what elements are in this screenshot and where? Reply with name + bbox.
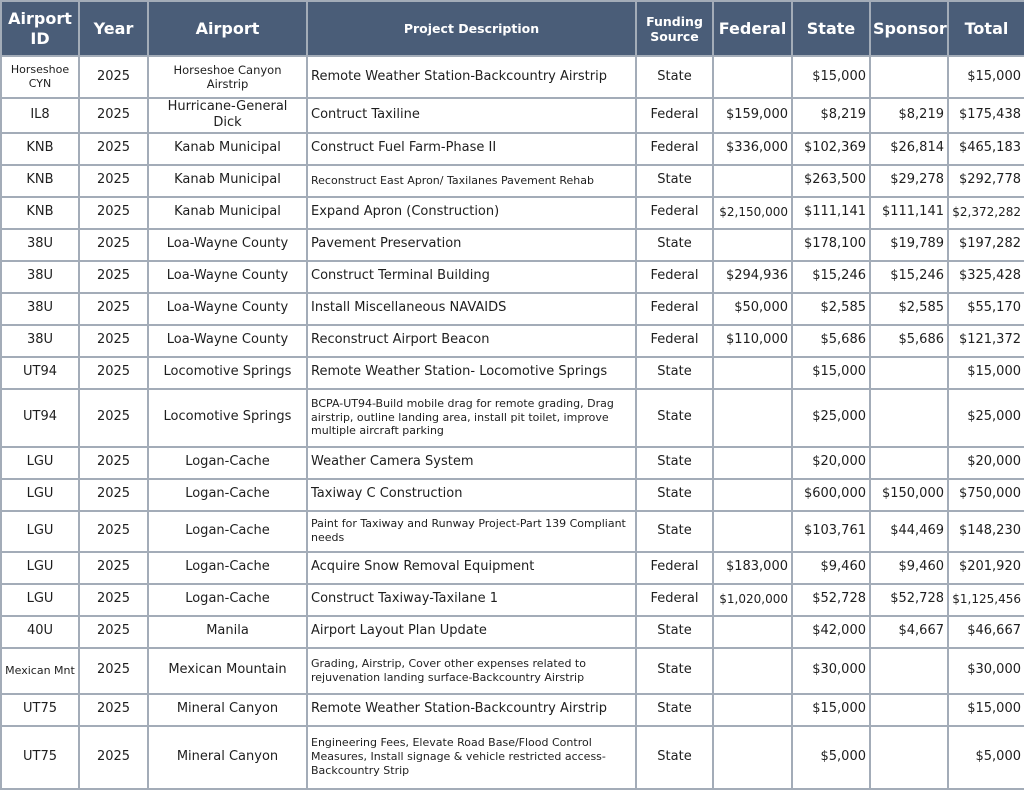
cell-year: 2025 bbox=[80, 230, 147, 260]
cell-airport: Kanab Municipal bbox=[149, 198, 306, 228]
cell-funding-source: State bbox=[637, 727, 712, 788]
cell-state: $9,460 bbox=[793, 553, 869, 583]
cell-funding-source: State bbox=[637, 695, 712, 725]
cell-description: Reconstruct Airport Beacon bbox=[308, 326, 635, 356]
cell-year: 2025 bbox=[80, 448, 147, 478]
cell-funding-source: State bbox=[637, 617, 712, 647]
cell-description: Grading, Airstrip, Cover other expenses related to rejuvenation landing surface-Backcountry Airstrip bbox=[308, 649, 635, 693]
cell-state: $15,000 bbox=[793, 57, 869, 97]
cell-state: $5,000 bbox=[793, 727, 869, 788]
cell-federal: $1,020,000 bbox=[714, 585, 791, 615]
cell-year: 2025 bbox=[80, 553, 147, 583]
cell-funding-source: Federal bbox=[637, 553, 712, 583]
header-total: Total bbox=[949, 2, 1024, 55]
cell-total: $325,428 bbox=[949, 262, 1024, 292]
cell-total: $750,000 bbox=[949, 480, 1024, 510]
cell-description: BCPA-UT94-Build mobile drag for remote grading, Drag airstrip, outline landing area, install pit toilet, improve multiple aircraft parking bbox=[308, 390, 635, 446]
cell-total: $148,230 bbox=[949, 512, 1024, 551]
cell-total: $25,000 bbox=[949, 390, 1024, 446]
cell-airport-id: LGU bbox=[2, 448, 78, 478]
cell-funding-source: Federal bbox=[637, 99, 712, 132]
cell-state: $102,369 bbox=[793, 134, 869, 164]
cell-year: 2025 bbox=[80, 512, 147, 551]
cell-year: 2025 bbox=[80, 585, 147, 615]
cell-total: $46,667 bbox=[949, 617, 1024, 647]
cell-total: $292,778 bbox=[949, 166, 1024, 196]
cell-description: Construct Taxiway-Taxilane 1 bbox=[308, 585, 635, 615]
table-row bbox=[2, 448, 1024, 478]
cell-airport-id: LGU bbox=[2, 585, 78, 615]
table-row bbox=[2, 480, 1024, 510]
cell-sponsor: $29,278 bbox=[871, 166, 947, 196]
cell-sponsor: $111,141 bbox=[871, 198, 947, 228]
cell-sponsor bbox=[871, 358, 947, 388]
cell-year: 2025 bbox=[80, 695, 147, 725]
cell-airport: Loa-Wayne County bbox=[149, 262, 306, 292]
cell-description: Remote Weather Station- Locomotive Springs bbox=[308, 358, 635, 388]
cell-funding-source: Federal bbox=[637, 134, 712, 164]
cell-description: Remote Weather Station-Backcountry Airstrip bbox=[308, 695, 635, 725]
table-row bbox=[2, 326, 1024, 356]
cell-description: Construct Terminal Building bbox=[308, 262, 635, 292]
cell-federal: $159,000 bbox=[714, 99, 791, 132]
cell-funding-source: State bbox=[637, 512, 712, 551]
table-row bbox=[2, 649, 1024, 693]
cell-federal: $2,150,000 bbox=[714, 198, 791, 228]
cell-description: Pavement Preservation bbox=[308, 230, 635, 260]
cell-airport: Logan-Cache bbox=[149, 448, 306, 478]
cell-funding-source: State bbox=[637, 448, 712, 478]
cell-total: $201,920 bbox=[949, 553, 1024, 583]
cell-airport: Logan-Cache bbox=[149, 585, 306, 615]
cell-state: $111,141 bbox=[793, 198, 869, 228]
cell-state: $600,000 bbox=[793, 480, 869, 510]
cell-state: $15,246 bbox=[793, 262, 869, 292]
cell-airport: Manila bbox=[149, 617, 306, 647]
cell-federal bbox=[714, 390, 791, 446]
cell-state: $42,000 bbox=[793, 617, 869, 647]
cell-airport-id: 38U bbox=[2, 294, 78, 324]
cell-description: Remote Weather Station-Backcountry Airstrip bbox=[308, 57, 635, 97]
cell-total: $15,000 bbox=[949, 358, 1024, 388]
table-row bbox=[2, 695, 1024, 725]
cell-description: Construct Fuel Farm-Phase II bbox=[308, 134, 635, 164]
cell-state: $103,761 bbox=[793, 512, 869, 551]
cell-federal bbox=[714, 617, 791, 647]
header-federal: Federal bbox=[714, 2, 791, 55]
cell-description: Paint for Taxiway and Runway Project-Part 139 Compliant needs bbox=[308, 512, 635, 551]
cell-year: 2025 bbox=[80, 480, 147, 510]
cell-airport: Logan-Cache bbox=[149, 553, 306, 583]
cell-airport: Hurricane-General Dick bbox=[149, 99, 306, 132]
cell-airport-id: Mexican Mnt bbox=[2, 649, 78, 693]
cell-description: Engineering Fees, Elevate Road Base/Flood Control Measures, Install signage & vehicle restricted access-Backcountry Strip bbox=[308, 727, 635, 788]
cell-airport: Kanab Municipal bbox=[149, 134, 306, 164]
table-row bbox=[2, 617, 1024, 647]
cell-total: $1,125,456 bbox=[949, 585, 1024, 615]
cell-federal bbox=[714, 448, 791, 478]
cell-year: 2025 bbox=[80, 294, 147, 324]
cell-airport: Mineral Canyon bbox=[149, 727, 306, 788]
cell-description: Contruct Taxiline bbox=[308, 99, 635, 132]
table-row bbox=[2, 358, 1024, 388]
table-row bbox=[2, 230, 1024, 260]
cell-sponsor bbox=[871, 57, 947, 97]
cell-description: Acquire Snow Removal Equipment bbox=[308, 553, 635, 583]
cell-sponsor: $26,814 bbox=[871, 134, 947, 164]
cell-year: 2025 bbox=[80, 649, 147, 693]
cell-airport-id: KNB bbox=[2, 134, 78, 164]
cell-state: $178,100 bbox=[793, 230, 869, 260]
table-row bbox=[2, 585, 1024, 615]
cell-airport: Horseshoe Canyon Airstrip bbox=[149, 57, 306, 97]
cell-airport-id: UT94 bbox=[2, 390, 78, 446]
cell-total: $2,372,282 bbox=[949, 198, 1024, 228]
cell-airport: Loa-Wayne County bbox=[149, 230, 306, 260]
cell-description: Airport Layout Plan Update bbox=[308, 617, 635, 647]
cell-total: $197,282 bbox=[949, 230, 1024, 260]
cell-federal: $183,000 bbox=[714, 553, 791, 583]
cell-state: $25,000 bbox=[793, 390, 869, 446]
cell-sponsor: $5,686 bbox=[871, 326, 947, 356]
header-year: Year bbox=[80, 2, 147, 55]
cell-state: $263,500 bbox=[793, 166, 869, 196]
cell-sponsor bbox=[871, 649, 947, 693]
cell-year: 2025 bbox=[80, 326, 147, 356]
cell-funding-source: Federal bbox=[637, 326, 712, 356]
table-row bbox=[2, 512, 1024, 551]
cell-state: $20,000 bbox=[793, 448, 869, 478]
cell-sponsor: $9,460 bbox=[871, 553, 947, 583]
cell-airport-id: 40U bbox=[2, 617, 78, 647]
cell-funding-source: State bbox=[637, 480, 712, 510]
cell-year: 2025 bbox=[80, 134, 147, 164]
cell-funding-source: Federal bbox=[637, 262, 712, 292]
cell-federal bbox=[714, 230, 791, 260]
cell-airport-id: 38U bbox=[2, 262, 78, 292]
cell-total: $20,000 bbox=[949, 448, 1024, 478]
cell-state: $30,000 bbox=[793, 649, 869, 693]
cell-year: 2025 bbox=[80, 358, 147, 388]
cell-sponsor: $15,246 bbox=[871, 262, 947, 292]
cell-airport-id: LGU bbox=[2, 512, 78, 551]
cell-year: 2025 bbox=[80, 57, 147, 97]
cell-total: $55,170 bbox=[949, 294, 1024, 324]
cell-funding-source: Federal bbox=[637, 198, 712, 228]
cell-federal bbox=[714, 512, 791, 551]
cell-total: $121,372 bbox=[949, 326, 1024, 356]
cell-federal bbox=[714, 480, 791, 510]
cell-funding-source: State bbox=[637, 57, 712, 97]
cell-total: $465,183 bbox=[949, 134, 1024, 164]
cell-airport: Logan-Cache bbox=[149, 480, 306, 510]
cell-federal: $294,936 bbox=[714, 262, 791, 292]
header-funding-source: Funding Source bbox=[637, 2, 712, 55]
cell-airport: Mexican Mountain bbox=[149, 649, 306, 693]
cell-airport-id: IL8 bbox=[2, 99, 78, 132]
cell-funding-source: State bbox=[637, 358, 712, 388]
table-row bbox=[2, 134, 1024, 164]
cell-airport-id: UT94 bbox=[2, 358, 78, 388]
cell-airport-id: KNB bbox=[2, 166, 78, 196]
cell-funding-source: Federal bbox=[637, 294, 712, 324]
cell-sponsor: $2,585 bbox=[871, 294, 947, 324]
cell-total: $15,000 bbox=[949, 57, 1024, 97]
header-sponsor: Sponsor bbox=[871, 2, 947, 55]
table-row bbox=[2, 57, 1024, 97]
cell-airport-id: UT75 bbox=[2, 695, 78, 725]
cell-sponsor: $52,728 bbox=[871, 585, 947, 615]
cell-year: 2025 bbox=[80, 390, 147, 446]
header-row bbox=[2, 2, 1024, 55]
cell-description: Reconstruct East Apron/ Taxilanes Pavement Rehab bbox=[308, 166, 635, 196]
cell-airport-id: 38U bbox=[2, 326, 78, 356]
table-row bbox=[2, 294, 1024, 324]
cell-year: 2025 bbox=[80, 99, 147, 132]
cell-sponsor: $150,000 bbox=[871, 480, 947, 510]
cell-state: $5,686 bbox=[793, 326, 869, 356]
cell-total: $175,438 bbox=[949, 99, 1024, 132]
cell-airport: Mineral Canyon bbox=[149, 695, 306, 725]
cell-description: Taxiway C Construction bbox=[308, 480, 635, 510]
cell-airport: Locomotive Springs bbox=[149, 390, 306, 446]
cell-state: $15,000 bbox=[793, 695, 869, 725]
table-row bbox=[2, 553, 1024, 583]
cell-airport-id: Horseshoe CYN bbox=[2, 57, 78, 97]
table-row bbox=[2, 198, 1024, 228]
cell-total: $5,000 bbox=[949, 727, 1024, 788]
cell-airport: Loa-Wayne County bbox=[149, 326, 306, 356]
cell-airport: Loa-Wayne County bbox=[149, 294, 306, 324]
cell-airport-id: LGU bbox=[2, 480, 78, 510]
cell-federal bbox=[714, 649, 791, 693]
cell-description: Expand Apron (Construction) bbox=[308, 198, 635, 228]
cell-sponsor bbox=[871, 390, 947, 446]
table-row bbox=[2, 166, 1024, 196]
cell-federal: $50,000 bbox=[714, 294, 791, 324]
cell-federal bbox=[714, 57, 791, 97]
cell-sponsor bbox=[871, 727, 947, 788]
cell-federal: $110,000 bbox=[714, 326, 791, 356]
cell-description: Install Miscellaneous NAVAIDS bbox=[308, 294, 635, 324]
cell-airport-id: UT75 bbox=[2, 727, 78, 788]
cell-year: 2025 bbox=[80, 727, 147, 788]
cell-federal bbox=[714, 727, 791, 788]
cell-total: $15,000 bbox=[949, 695, 1024, 725]
cell-year: 2025 bbox=[80, 166, 147, 196]
cell-state: $15,000 bbox=[793, 358, 869, 388]
cell-funding-source: State bbox=[637, 166, 712, 196]
cell-year: 2025 bbox=[80, 617, 147, 647]
cell-federal: $336,000 bbox=[714, 134, 791, 164]
header-airport: Airport bbox=[149, 2, 306, 55]
cell-state: $2,585 bbox=[793, 294, 869, 324]
cell-funding-source: State bbox=[637, 649, 712, 693]
cell-total: $30,000 bbox=[949, 649, 1024, 693]
header-airport-id: Airport ID bbox=[2, 2, 78, 55]
cell-sponsor: $8,219 bbox=[871, 99, 947, 132]
cell-airport-id: LGU bbox=[2, 553, 78, 583]
cell-year: 2025 bbox=[80, 198, 147, 228]
cell-state: $8,219 bbox=[793, 99, 869, 132]
cell-airport-id: 38U bbox=[2, 230, 78, 260]
table-row bbox=[2, 99, 1024, 132]
table-row bbox=[2, 390, 1024, 446]
cell-sponsor: $19,789 bbox=[871, 230, 947, 260]
cell-airport-id: KNB bbox=[2, 198, 78, 228]
cell-sponsor bbox=[871, 448, 947, 478]
cell-state: $52,728 bbox=[793, 585, 869, 615]
cell-federal bbox=[714, 695, 791, 725]
cell-funding-source: State bbox=[637, 390, 712, 446]
cell-federal bbox=[714, 166, 791, 196]
table-row bbox=[2, 727, 1024, 788]
table-row bbox=[2, 262, 1024, 292]
cell-sponsor: $4,667 bbox=[871, 617, 947, 647]
header-state: State bbox=[793, 2, 869, 55]
cell-sponsor: $44,469 bbox=[871, 512, 947, 551]
cell-airport: Locomotive Springs bbox=[149, 358, 306, 388]
cell-airport: Kanab Municipal bbox=[149, 166, 306, 196]
cell-airport: Logan-Cache bbox=[149, 512, 306, 551]
cell-funding-source: State bbox=[637, 230, 712, 260]
cell-funding-source: Federal bbox=[637, 585, 712, 615]
header-project-description: Project Description bbox=[308, 2, 635, 55]
cell-year: 2025 bbox=[80, 262, 147, 292]
cell-sponsor bbox=[871, 695, 947, 725]
cell-federal bbox=[714, 358, 791, 388]
cell-description: Weather Camera System bbox=[308, 448, 635, 478]
